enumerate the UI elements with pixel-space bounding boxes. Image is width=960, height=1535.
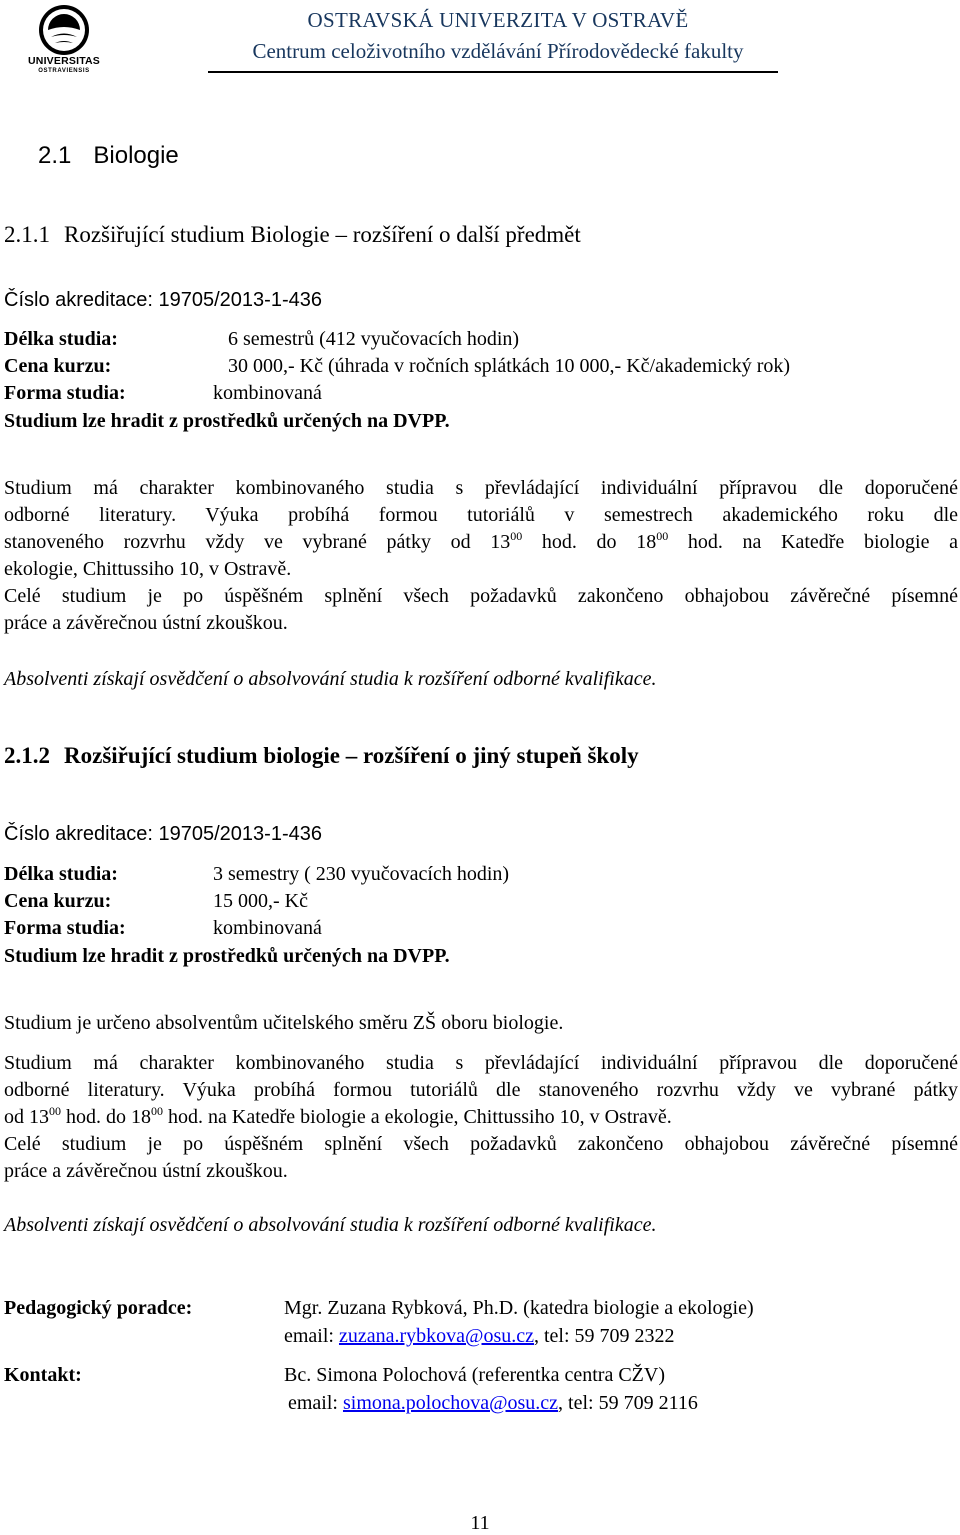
course2-desc-line2: odborné literatury. Výuka probíhá formou tutoriálů dle stanoveného rozvrhu vždy ve vybrané pátky	[4, 1079, 958, 1101]
course2-desc-line1: Studium má charakter kombinovaného studia s převládající individuální přípravou dle doporučené	[4, 1052, 958, 1074]
course1-title: Rozšiřující studium Biologie – rozšíření o další předmět	[64, 222, 581, 247]
course1-price-label: Cena kurzu:	[4, 355, 112, 377]
course2-form-label: Forma studia:	[4, 917, 126, 939]
contact-email-prefix: email:	[288, 1392, 343, 1414]
course1-graduates: Absolventi získají osvědčení o absolvování studia k rozšíření odborné kvalifikace.	[4, 668, 657, 690]
course2-price-label: Cena kurzu:	[4, 890, 112, 912]
course2-title: Rozšiřující studium biologie – rozšíření o jiný stupeň školy	[64, 743, 639, 768]
course1-desc-line3	[4, 529, 958, 556]
header-divider	[208, 71, 778, 73]
contact-contact-line	[288, 1392, 698, 1415]
logo-wordmark: UNIVERSITAS	[28, 55, 101, 67]
page-number: 11	[470, 1512, 490, 1534]
course2-form-value: kombinovaná	[213, 917, 322, 939]
advisor-email-link[interactable]: zuzana.rybkova@osu.cz	[338, 1325, 534, 1347]
course2-intended-for: Studium je určeno absolventům učitelského směru ZŠ oboru biologie.	[4, 1012, 564, 1034]
course1-final-line1: Celé studium je po úspěšném splnění všech požadavků zakončeno obhajobou závěrečné písemné	[4, 585, 958, 607]
logo-subtitle: OSTRAVIENSIS	[38, 68, 90, 74]
course1-desc-line1: Studium má charakter kombinovaného studia s převládající individuální přípravou dle doporučené	[4, 477, 958, 499]
course2-final-line1: Celé studium je po úspěšném splnění všech požadavků zakončeno obhajobou závěrečné písemné	[4, 1133, 958, 1155]
course2-description	[4, 1050, 958, 1185]
course2-desc-line3-c: hod. na Katedře biologie a ekologie, Chittussiho 10, v Ostravě.	[163, 1106, 672, 1128]
course2-duration-value: 3 semestry ( 230 vyučovacích hodin)	[213, 863, 510, 885]
header-title: OSTRAVSKÁ UNIVERZITA V OSTRAVĚ	[307, 8, 689, 32]
course1-price-value: 30 000,- Kč (úhrada v ročních splátkách 10 000,- Kč/akademický rok)	[228, 355, 791, 377]
course1-number: 2.1.1	[4, 222, 50, 247]
course2-duration-label: Délka studia:	[4, 863, 118, 885]
course1-form-label: Forma studia:	[4, 382, 126, 404]
course2-price-value: 15 000,- Kč	[213, 890, 308, 912]
course1-desc-line3-b: hod. do 18	[522, 531, 657, 553]
course1-desc-sup1: 00	[510, 529, 523, 543]
course1-heading	[4, 222, 581, 248]
course2-accreditation: Číslo akreditace: 19705/2013-1-436	[4, 823, 322, 845]
course2-graduates: Absolventi získají osvědčení o absolvování studia k rozšíření odborné kvalifikace.	[4, 1214, 657, 1236]
page-header	[0, 0, 960, 80]
advisor-name: Mgr. Zuzana Rybková, Ph.D. (katedra biologie a ekologie)	[284, 1297, 754, 1319]
course2-number: 2.1.2	[4, 743, 50, 768]
section-title: Biologie	[93, 142, 179, 169]
contact-name: Bc. Simona Polochová (referentka centra CŽV)	[284, 1364, 665, 1386]
course1-duration-label: Délka studia:	[4, 328, 118, 350]
course1-desc-line3-c: hod. na Katedře biologie a	[668, 531, 959, 553]
contact-label: Kontakt:	[4, 1364, 82, 1386]
course1-accreditation: Číslo akreditace: 19705/2013-1-436	[4, 289, 322, 311]
university-emblem-icon	[38, 4, 90, 56]
advisor-phone: , tel: 59 709 2322	[533, 1325, 675, 1347]
advisor-contact-line	[284, 1325, 675, 1348]
course2-desc-line3-a: od 13	[4, 1106, 49, 1128]
course1-duration-value: 6 semestrů (412 vyučovacích hodin)	[228, 328, 520, 350]
course2-desc-sup2: 00	[151, 1104, 163, 1118]
course1-desc-line3-a: stanoveného rozvrhu vždy ve vybrané pátky od 13	[4, 531, 511, 553]
university-logo	[28, 4, 100, 76]
course2-dvpp-note: Studium lze hradit z prostředků určených na DVPP.	[4, 945, 450, 967]
section-number: 2.1	[38, 142, 72, 169]
advisor-email-prefix: email:	[284, 1325, 339, 1347]
course1-form-value: kombinovaná	[213, 382, 322, 404]
section-heading	[38, 142, 179, 170]
course2-final-line2: práce a závěrečnou ústní zkouškou.	[4, 1160, 288, 1182]
course1-desc-sup2: 00	[656, 529, 669, 543]
contact-email-link[interactable]: simona.polochova@osu.cz	[342, 1392, 559, 1414]
course2-heading	[4, 743, 639, 769]
course1-desc-line2: odborné literatury. Výuka probíhá formou tutoriálů v semestrech akademického roku dle	[4, 504, 958, 526]
course1-description	[4, 475, 958, 637]
course1-final-line2: práce a závěrečnou ústní zkouškou.	[4, 612, 288, 634]
course1-dvpp-note: Studium lze hradit z prostředků určených na DVPP.	[4, 410, 450, 432]
course2-desc-sup1: 00	[49, 1104, 61, 1118]
advisor-label: Pedagogický poradce:	[4, 1297, 193, 1319]
course1-desc-line4: ekologie, Chittussiho 10, v Ostravě.	[4, 558, 292, 580]
contact-phone: , tel: 59 709 2116	[558, 1392, 698, 1414]
course2-desc-line3	[4, 1104, 958, 1131]
course2-desc-line3-b: hod. do 18	[61, 1106, 151, 1128]
header-subtitle: Centrum celoživotního vzdělávání Přírodovědecké fakulty	[252, 39, 744, 63]
